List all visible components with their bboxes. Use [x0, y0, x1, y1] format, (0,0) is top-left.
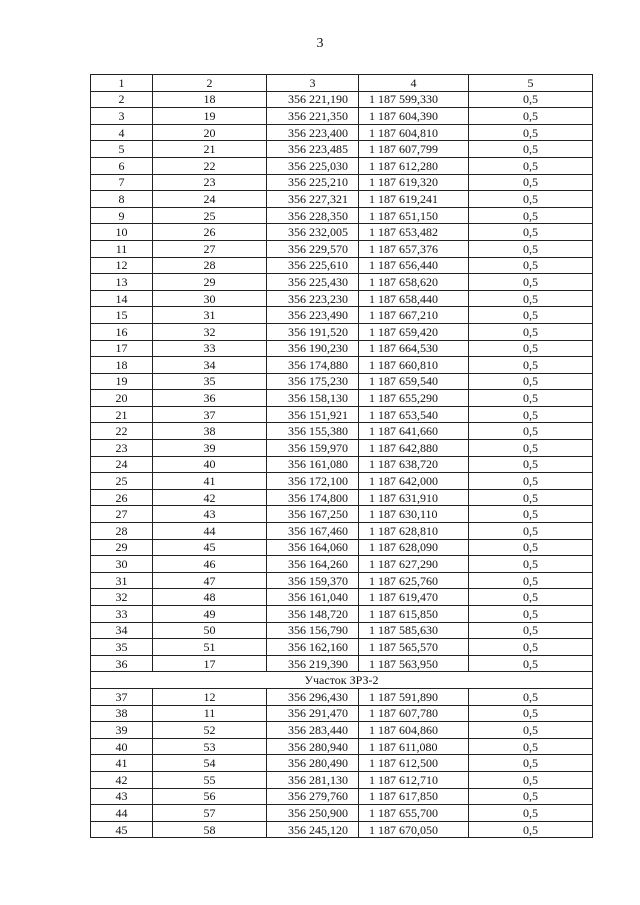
accuracy-cell: 0,5 — [469, 539, 593, 556]
point-number-cell: 25 — [91, 473, 153, 490]
coordinate-y-cell: 1 187 658,440 — [359, 290, 469, 307]
coordinate-x-cell: 356 159,970 — [267, 440, 359, 457]
coordinate-y-cell: 1 187 630,110 — [359, 506, 469, 523]
coordinate-y-cell: 1 187 627,290 — [359, 556, 469, 573]
accuracy-cell: 0,5 — [469, 108, 593, 125]
coordinate-x-cell: 356 225,210 — [267, 174, 359, 191]
vertex-number-cell: 56 — [153, 788, 267, 805]
coordinate-x-cell: 356 281,130 — [267, 771, 359, 788]
coordinate-y-cell: 1 187 659,420 — [359, 323, 469, 340]
table-row — [91, 274, 593, 291]
vertex-number-cell: 40 — [153, 456, 267, 473]
vertex-number-cell: 37 — [153, 406, 267, 423]
accuracy-cell: 0,5 — [469, 523, 593, 540]
table-row — [91, 191, 593, 208]
accuracy-cell: 0,5 — [469, 357, 593, 374]
point-number-cell: 35 — [91, 639, 153, 656]
table-row — [91, 108, 593, 125]
coordinate-x-cell: 356 167,460 — [267, 523, 359, 540]
coordinate-x-cell: 356 245,120 — [267, 821, 359, 838]
coordinate-y-cell: 1 187 660,810 — [359, 357, 469, 374]
coordinate-y-cell: 1 187 670,050 — [359, 821, 469, 838]
point-number-cell: 7 — [91, 174, 153, 191]
accuracy-cell: 0,5 — [469, 755, 593, 772]
vertex-number-cell: 47 — [153, 572, 267, 589]
accuracy-cell: 0,5 — [469, 257, 593, 274]
accuracy-cell: 0,5 — [469, 440, 593, 457]
coordinate-y-cell: 1 187 656,440 — [359, 257, 469, 274]
coordinate-x-cell: 356 148,720 — [267, 606, 359, 623]
coordinate-x-cell: 356 250,900 — [267, 805, 359, 822]
accuracy-cell: 0,5 — [469, 589, 593, 606]
table-row — [91, 340, 593, 357]
table-row — [91, 307, 593, 324]
vertex-number-cell: 46 — [153, 556, 267, 573]
coordinate-y-cell: 1 187 655,700 — [359, 805, 469, 822]
coordinate-x-cell: 356 151,921 — [267, 406, 359, 423]
vertex-number-cell: 20 — [153, 124, 267, 141]
coordinate-y-cell: 1 187 607,799 — [359, 141, 469, 158]
table-row — [91, 771, 593, 788]
accuracy-cell: 0,5 — [469, 473, 593, 490]
coordinate-y-cell: 1 187 604,390 — [359, 108, 469, 125]
section-title: Участок ЗРЗ-2 — [91, 672, 593, 689]
coordinate-x-cell: 356 156,790 — [267, 622, 359, 639]
coordinate-x-cell: 356 223,485 — [267, 141, 359, 158]
accuracy-cell: 0,5 — [469, 606, 593, 623]
table-row — [91, 589, 593, 606]
coordinate-y-cell: 1 187 617,850 — [359, 788, 469, 805]
vertex-number-cell: 50 — [153, 622, 267, 639]
point-number-cell: 3 — [91, 108, 153, 125]
table-row — [91, 489, 593, 506]
table-row — [91, 224, 593, 241]
accuracy-cell: 0,5 — [469, 688, 593, 705]
coordinate-y-cell: 1 187 604,810 — [359, 124, 469, 141]
coordinate-x-cell: 356 174,800 — [267, 489, 359, 506]
point-number-cell: 6 — [91, 157, 153, 174]
accuracy-cell: 0,5 — [469, 423, 593, 440]
vertex-number-cell: 42 — [153, 489, 267, 506]
point-number-cell: 5 — [91, 141, 153, 158]
point-number-cell: 27 — [91, 506, 153, 523]
vertex-number-cell: 30 — [153, 290, 267, 307]
vertex-number-cell: 48 — [153, 589, 267, 606]
accuracy-cell: 0,5 — [469, 655, 593, 672]
table-row — [91, 406, 593, 423]
table-row — [91, 556, 593, 573]
header-col-1: 1 — [91, 75, 153, 92]
table-row — [91, 622, 593, 639]
point-number-cell: 13 — [91, 274, 153, 291]
point-number-cell: 20 — [91, 390, 153, 407]
vertex-number-cell: 53 — [153, 738, 267, 755]
coordinate-y-cell: 1 187 628,090 — [359, 539, 469, 556]
point-number-cell: 19 — [91, 373, 153, 390]
accuracy-cell: 0,5 — [469, 821, 593, 838]
coordinate-x-cell: 356 172,100 — [267, 473, 359, 490]
table-row — [91, 572, 593, 589]
point-number-cell: 31 — [91, 572, 153, 589]
point-number-cell: 34 — [91, 622, 153, 639]
point-number-cell: 18 — [91, 357, 153, 374]
vertex-number-cell: 28 — [153, 257, 267, 274]
point-number-cell: 26 — [91, 489, 153, 506]
accuracy-cell: 0,5 — [469, 124, 593, 141]
header-col-3: 3 — [267, 75, 359, 92]
vertex-number-cell: 25 — [153, 207, 267, 224]
table-header-row — [91, 75, 593, 92]
point-number-cell: 16 — [91, 323, 153, 340]
accuracy-cell: 0,5 — [469, 141, 593, 158]
point-number-cell: 41 — [91, 755, 153, 772]
coordinate-y-cell: 1 187 599,330 — [359, 91, 469, 108]
coordinate-x-cell: 356 164,260 — [267, 556, 359, 573]
coordinate-x-cell: 356 232,005 — [267, 224, 359, 241]
table-body-part2 — [91, 688, 593, 837]
point-number-cell: 23 — [91, 440, 153, 457]
vertex-number-cell: 12 — [153, 688, 267, 705]
coordinate-x-cell: 356 223,230 — [267, 290, 359, 307]
vertex-number-cell: 33 — [153, 340, 267, 357]
coordinate-y-cell: 1 187 664,530 — [359, 340, 469, 357]
vertex-number-cell: 35 — [153, 373, 267, 390]
point-number-cell: 9 — [91, 207, 153, 224]
vertex-number-cell: 23 — [153, 174, 267, 191]
coordinate-x-cell: 356 175,230 — [267, 373, 359, 390]
table-row — [91, 440, 593, 457]
table-body-part1 — [91, 91, 593, 672]
table-row — [91, 539, 593, 556]
vertex-number-cell: 11 — [153, 705, 267, 722]
accuracy-cell: 0,5 — [469, 207, 593, 224]
table-row — [91, 506, 593, 523]
coordinate-x-cell: 356 291,470 — [267, 705, 359, 722]
table-row — [91, 157, 593, 174]
accuracy-cell: 0,5 — [469, 174, 593, 191]
point-number-cell: 14 — [91, 290, 153, 307]
coordinate-y-cell: 1 187 667,210 — [359, 307, 469, 324]
vertex-number-cell: 43 — [153, 506, 267, 523]
accuracy-cell: 0,5 — [469, 639, 593, 656]
coordinate-x-cell: 356 223,400 — [267, 124, 359, 141]
coordinate-y-cell: 1 187 565,570 — [359, 639, 469, 656]
accuracy-cell: 0,5 — [469, 788, 593, 805]
coordinate-x-cell: 356 229,570 — [267, 240, 359, 257]
coordinate-y-cell: 1 187 653,540 — [359, 406, 469, 423]
table-row — [91, 91, 593, 108]
vertex-number-cell: 44 — [153, 523, 267, 540]
accuracy-cell: 0,5 — [469, 456, 593, 473]
point-number-cell: 4 — [91, 124, 153, 141]
table-row — [91, 655, 593, 672]
accuracy-cell: 0,5 — [469, 191, 593, 208]
vertex-number-cell: 24 — [153, 191, 267, 208]
point-number-cell: 42 — [91, 771, 153, 788]
table-row — [91, 473, 593, 490]
table-row — [91, 788, 593, 805]
coordinate-x-cell: 356 225,430 — [267, 274, 359, 291]
coordinate-x-cell: 356 167,250 — [267, 506, 359, 523]
vertex-number-cell: 21 — [153, 141, 267, 158]
coordinate-x-cell: 356 162,160 — [267, 639, 359, 656]
header-col-4: 4 — [359, 75, 469, 92]
point-number-cell: 15 — [91, 307, 153, 324]
point-number-cell: 44 — [91, 805, 153, 822]
table-row — [91, 174, 593, 191]
vertex-number-cell: 31 — [153, 307, 267, 324]
coordinate-x-cell: 356 221,190 — [267, 91, 359, 108]
coordinate-x-cell: 356 296,430 — [267, 688, 359, 705]
vertex-number-cell: 18 — [153, 91, 267, 108]
coordinate-x-cell: 356 191,520 — [267, 323, 359, 340]
coordinate-x-cell: 356 174,880 — [267, 357, 359, 374]
coordinate-x-cell: 356 190,230 — [267, 340, 359, 357]
point-number-cell: 17 — [91, 340, 153, 357]
vertex-number-cell: 57 — [153, 805, 267, 822]
vertex-number-cell: 49 — [153, 606, 267, 623]
coordinate-y-cell: 1 187 619,320 — [359, 174, 469, 191]
point-number-cell: 12 — [91, 257, 153, 274]
coordinate-y-cell: 1 187 641,660 — [359, 423, 469, 440]
point-number-cell: 30 — [91, 556, 153, 573]
point-number-cell: 24 — [91, 456, 153, 473]
coordinate-x-cell: 356 223,490 — [267, 307, 359, 324]
coordinate-y-cell: 1 187 651,150 — [359, 207, 469, 224]
vertex-number-cell: 38 — [153, 423, 267, 440]
point-number-cell: 37 — [91, 688, 153, 705]
coordinate-y-cell: 1 187 657,376 — [359, 240, 469, 257]
vertex-number-cell: 26 — [153, 224, 267, 241]
accuracy-cell: 0,5 — [469, 224, 593, 241]
point-number-cell: 2 — [91, 91, 153, 108]
table-row — [91, 821, 593, 838]
accuracy-cell: 0,5 — [469, 240, 593, 257]
accuracy-cell: 0,5 — [469, 572, 593, 589]
accuracy-cell: 0,5 — [469, 805, 593, 822]
table-row — [91, 456, 593, 473]
table-row — [91, 688, 593, 705]
vertex-number-cell: 29 — [153, 274, 267, 291]
vertex-number-cell: 36 — [153, 390, 267, 407]
header-col-5: 5 — [469, 75, 593, 92]
table-row — [91, 124, 593, 141]
accuracy-cell: 0,5 — [469, 290, 593, 307]
coordinate-y-cell: 1 187 591,890 — [359, 688, 469, 705]
accuracy-cell: 0,5 — [469, 91, 593, 108]
coordinate-y-cell: 1 187 612,280 — [359, 157, 469, 174]
vertex-number-cell: 52 — [153, 722, 267, 739]
coordinate-y-cell: 1 187 631,910 — [359, 489, 469, 506]
coordinate-x-cell: 356 280,490 — [267, 755, 359, 772]
point-number-cell: 22 — [91, 423, 153, 440]
coordinate-y-cell: 1 187 563,950 — [359, 655, 469, 672]
accuracy-cell: 0,5 — [469, 622, 593, 639]
accuracy-cell: 0,5 — [469, 390, 593, 407]
table-row — [91, 373, 593, 390]
accuracy-cell: 0,5 — [469, 323, 593, 340]
coordinate-y-cell: 1 187 625,760 — [359, 572, 469, 589]
coordinate-x-cell: 356 283,440 — [267, 722, 359, 739]
point-number-cell: 10 — [91, 224, 153, 241]
point-number-cell: 8 — [91, 191, 153, 208]
table-row — [91, 738, 593, 755]
table-row — [91, 323, 593, 340]
coordinate-x-cell: 356 161,040 — [267, 589, 359, 606]
vertex-number-cell: 41 — [153, 473, 267, 490]
coordinate-x-cell: 356 279,760 — [267, 788, 359, 805]
coordinate-y-cell: 1 187 642,880 — [359, 440, 469, 457]
table-row — [91, 755, 593, 772]
point-number-cell: 29 — [91, 539, 153, 556]
vertex-number-cell: 19 — [153, 108, 267, 125]
vertex-number-cell: 55 — [153, 771, 267, 788]
vertex-number-cell: 27 — [153, 240, 267, 257]
coordinate-y-cell: 1 187 619,241 — [359, 191, 469, 208]
vertex-number-cell: 58 — [153, 821, 267, 838]
point-number-cell: 28 — [91, 523, 153, 540]
accuracy-cell: 0,5 — [469, 307, 593, 324]
coordinate-y-cell: 1 187 638,720 — [359, 456, 469, 473]
vertex-number-cell: 54 — [153, 755, 267, 772]
coordinate-y-cell: 1 187 655,290 — [359, 390, 469, 407]
coordinate-x-cell: 356 159,370 — [267, 572, 359, 589]
point-number-cell: 36 — [91, 655, 153, 672]
coordinate-y-cell: 1 187 619,470 — [359, 589, 469, 606]
point-number-cell: 33 — [91, 606, 153, 623]
vertex-number-cell: 32 — [153, 323, 267, 340]
coordinate-x-cell: 356 221,350 — [267, 108, 359, 125]
vertex-number-cell: 45 — [153, 539, 267, 556]
coordinate-y-cell: 1 187 612,500 — [359, 755, 469, 772]
table-row — [91, 705, 593, 722]
accuracy-cell: 0,5 — [469, 274, 593, 291]
point-number-cell: 45 — [91, 821, 153, 838]
coordinate-y-cell: 1 187 653,482 — [359, 224, 469, 241]
point-number-cell: 40 — [91, 738, 153, 755]
coordinate-y-cell: 1 187 612,710 — [359, 771, 469, 788]
coordinate-x-cell: 356 228,350 — [267, 207, 359, 224]
accuracy-cell: 0,5 — [469, 489, 593, 506]
accuracy-cell: 0,5 — [469, 722, 593, 739]
point-number-cell: 32 — [91, 589, 153, 606]
table-row — [91, 423, 593, 440]
coordinate-y-cell: 1 187 611,080 — [359, 738, 469, 755]
coordinate-y-cell: 1 187 628,810 — [359, 523, 469, 540]
table-row — [91, 257, 593, 274]
accuracy-cell: 0,5 — [469, 340, 593, 357]
coordinate-x-cell: 356 227,321 — [267, 191, 359, 208]
coordinate-x-cell: 356 280,940 — [267, 738, 359, 755]
coordinate-y-cell: 1 187 659,540 — [359, 373, 469, 390]
table-row — [91, 722, 593, 739]
coordinate-y-cell: 1 187 642,000 — [359, 473, 469, 490]
table-row — [91, 523, 593, 540]
table-row — [91, 240, 593, 257]
point-number-cell: 43 — [91, 788, 153, 805]
table-row — [91, 639, 593, 656]
coordinate-y-cell: 1 187 604,860 — [359, 722, 469, 739]
vertex-number-cell: 34 — [153, 357, 267, 374]
accuracy-cell: 0,5 — [469, 157, 593, 174]
accuracy-cell: 0,5 — [469, 771, 593, 788]
vertex-number-cell: 51 — [153, 639, 267, 656]
table-row — [91, 207, 593, 224]
coordinate-x-cell: 356 161,080 — [267, 456, 359, 473]
coordinate-y-cell: 1 187 585,630 — [359, 622, 469, 639]
coordinate-y-cell: 1 187 658,620 — [359, 274, 469, 291]
vertex-number-cell: 17 — [153, 655, 267, 672]
coordinate-x-cell: 356 155,380 — [267, 423, 359, 440]
point-number-cell: 21 — [91, 406, 153, 423]
accuracy-cell: 0,5 — [469, 738, 593, 755]
accuracy-cell: 0,5 — [469, 506, 593, 523]
table-row — [91, 357, 593, 374]
coordinates-table — [90, 74, 593, 838]
coordinate-y-cell: 1 187 615,850 — [359, 606, 469, 623]
accuracy-cell: 0,5 — [469, 373, 593, 390]
coordinate-x-cell: 356 225,030 — [267, 157, 359, 174]
page-number: 3 — [316, 36, 324, 51]
coordinate-x-cell: 356 225,610 — [267, 257, 359, 274]
table-row — [91, 390, 593, 407]
table-row — [91, 290, 593, 307]
header-col-2: 2 — [153, 75, 267, 92]
coordinate-x-cell: 356 219,390 — [267, 655, 359, 672]
vertex-number-cell: 39 — [153, 440, 267, 457]
section-row — [91, 672, 593, 689]
vertex-number-cell: 22 — [153, 157, 267, 174]
accuracy-cell: 0,5 — [469, 406, 593, 423]
coordinate-y-cell: 1 187 607,780 — [359, 705, 469, 722]
table-row — [91, 606, 593, 623]
point-number-cell: 11 — [91, 240, 153, 257]
accuracy-cell: 0,5 — [469, 556, 593, 573]
coordinate-x-cell: 356 158,130 — [267, 390, 359, 407]
table-row — [91, 141, 593, 158]
accuracy-cell: 0,5 — [469, 705, 593, 722]
point-number-cell: 39 — [91, 722, 153, 739]
coordinate-x-cell: 356 164,060 — [267, 539, 359, 556]
table-row — [91, 805, 593, 822]
point-number-cell: 38 — [91, 705, 153, 722]
